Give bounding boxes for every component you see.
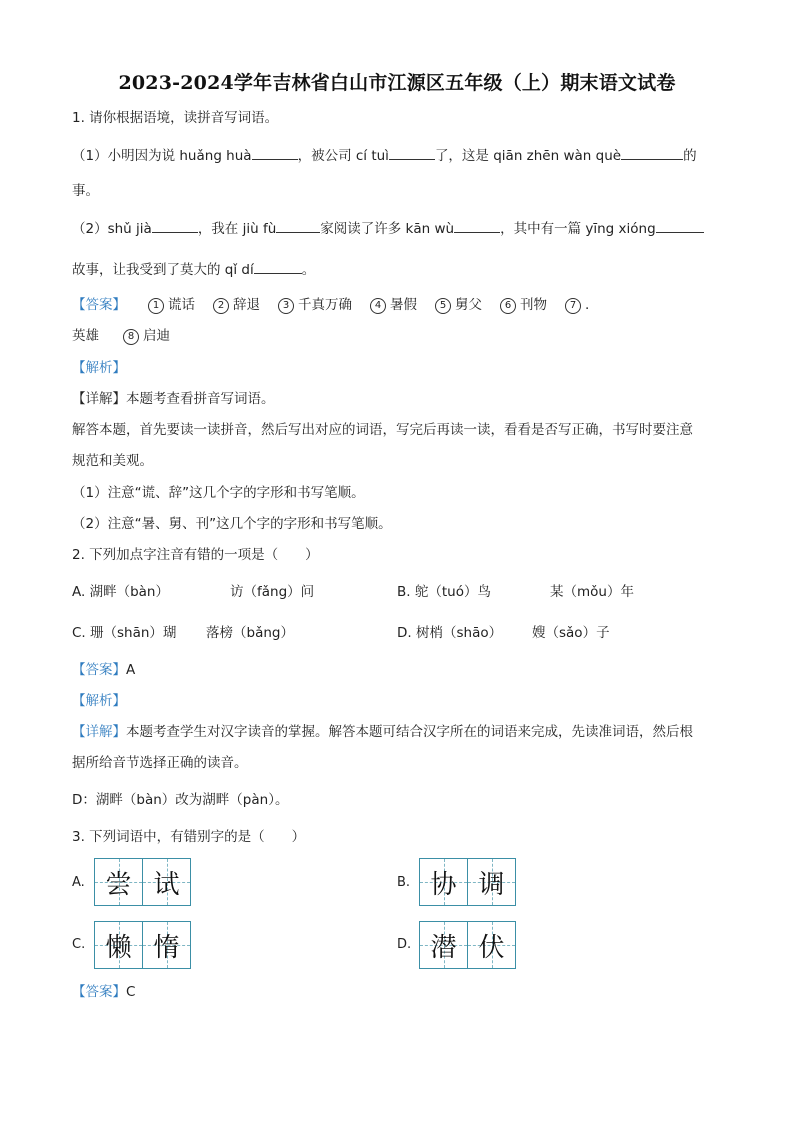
q2-stem: 2. 下列加点字注音有错的一项是（ ） (72, 547, 319, 563)
option-d[interactable]: D. 树梢（shāo） (397, 625, 503, 641)
answer-item: 3 千真万确 (278, 295, 352, 315)
analysis-label: 【解析】 (72, 360, 126, 376)
analysis-label: 【解析】 (72, 693, 126, 709)
page-title: 2023-2024学年吉林省白山市江源区五年级（上）期末语文试卷 (118, 72, 676, 94)
q1-stem: 1. 请你根据语境，读拼音写词语。 (72, 110, 279, 126)
option-b-grid[interactable] (419, 858, 516, 906)
explanation-text: 规范和美观。 (72, 453, 153, 469)
answer-blank[interactable] (276, 218, 320, 233)
grid-cell: 尝 (95, 859, 142, 905)
grid-cell: 惰 (142, 922, 190, 968)
option-b[interactable]: B. 鸵（tuó）鸟 (397, 584, 491, 600)
answer-blank[interactable] (621, 145, 683, 160)
option-a-label[interactable]: A. (72, 875, 85, 890)
answer-blank[interactable] (152, 218, 198, 233)
option-c-label[interactable]: C. (72, 937, 86, 952)
option-c-grid[interactable] (94, 921, 191, 969)
option-a[interactable]: A. 湖畔（bàn） (72, 584, 169, 600)
grid-cell: 潜 (420, 922, 467, 968)
fix-text: D：湖畔（bàn）改为湖畔（pàn）。 (72, 792, 289, 808)
answer-item: 5 舅父 (435, 295, 482, 315)
answer-blank[interactable] (389, 145, 435, 160)
answer-item: 6 刊物 (500, 295, 547, 315)
answer-blank[interactable] (254, 259, 302, 274)
q3-answer-line (72, 982, 135, 1002)
option-b-label[interactable]: B. (397, 875, 411, 890)
q3-stem: 3. 下列词语中，有错别字的是（ ） (72, 829, 306, 845)
q1-part1-line: （1）小明因为说 huǎng huà ，被公司 cí tuì 了，这是 qiān zhēn wàn què 的 (72, 145, 697, 166)
answer-item: 7 . (565, 295, 589, 315)
grid-cell: 调 (467, 859, 515, 905)
answer-item: 1 谎话 (148, 295, 195, 315)
option-c-word2: 落榜（bǎng） (206, 625, 294, 641)
answer-value: C (126, 984, 136, 1000)
answer-item: 2 辞退 (213, 295, 260, 315)
q1-part2-cont: 故事，让我受到了莫大的 qǐ dí 。 (72, 259, 315, 280)
q1-part2-line: （2）shǔ jià ，我在 jiù fù 家阅读了许多 kān wù ，其中有一篇 yīng xióng (72, 218, 704, 239)
grid-cell: 试 (142, 859, 190, 905)
option-d-word2: 嫂（sǎo）子 (532, 625, 610, 641)
answer-blank[interactable] (454, 218, 500, 233)
detail-text: 【详解】本题考查看拼音写词语。 (72, 391, 275, 407)
answer-value: A (126, 662, 136, 678)
explanation-text: 解答本题，首先要读一读拼音，然后写出对应的词语，写完后再读一读，看看是否写正确，书写时要注意 (72, 422, 693, 438)
grid-cell: 懒 (95, 922, 142, 968)
answer-label: 【答案】 (72, 662, 126, 678)
answer-blank[interactable] (252, 145, 298, 160)
option-a-grid[interactable] (94, 858, 191, 906)
option-d-grid[interactable] (419, 921, 516, 969)
option-d-label[interactable]: D. (397, 937, 412, 952)
grid-cell: 协 (420, 859, 467, 905)
q2-answer-line (72, 660, 135, 680)
answer-item: 4 暑假 (370, 295, 417, 315)
detail-text: 据所给音节选择正确的读音。 (72, 755, 248, 771)
option-a-word2: 访（fǎng）问 (230, 584, 315, 600)
option-c[interactable]: C. 珊（shān）瑚 (72, 625, 177, 641)
q1-answer-line (72, 295, 589, 315)
answer-blank[interactable] (656, 218, 704, 233)
note-text: （2）注意“暑、舅、刊”这几个字的字形和书写笔顺。 (72, 516, 392, 532)
q1-part1-cont: 事。 (72, 183, 99, 199)
answer-label: 【答案】 (72, 984, 126, 1000)
option-b-word2: 某（mǒu）年 (550, 584, 634, 600)
note-text: （1）注意“谎、辞”这几个字的字形和书写笔顺。 (72, 485, 365, 501)
answer-label: 【答案】 (72, 297, 126, 313)
q1-answer-cont: 英雄 8 启迪 (72, 328, 170, 344)
detail-text: 【详解】本题考查学生对汉字读音的掌握。解答本题可结合汉字所在的词语来完成，先读准词语，然后根 (72, 724, 693, 740)
grid-cell: 伏 (467, 922, 515, 968)
